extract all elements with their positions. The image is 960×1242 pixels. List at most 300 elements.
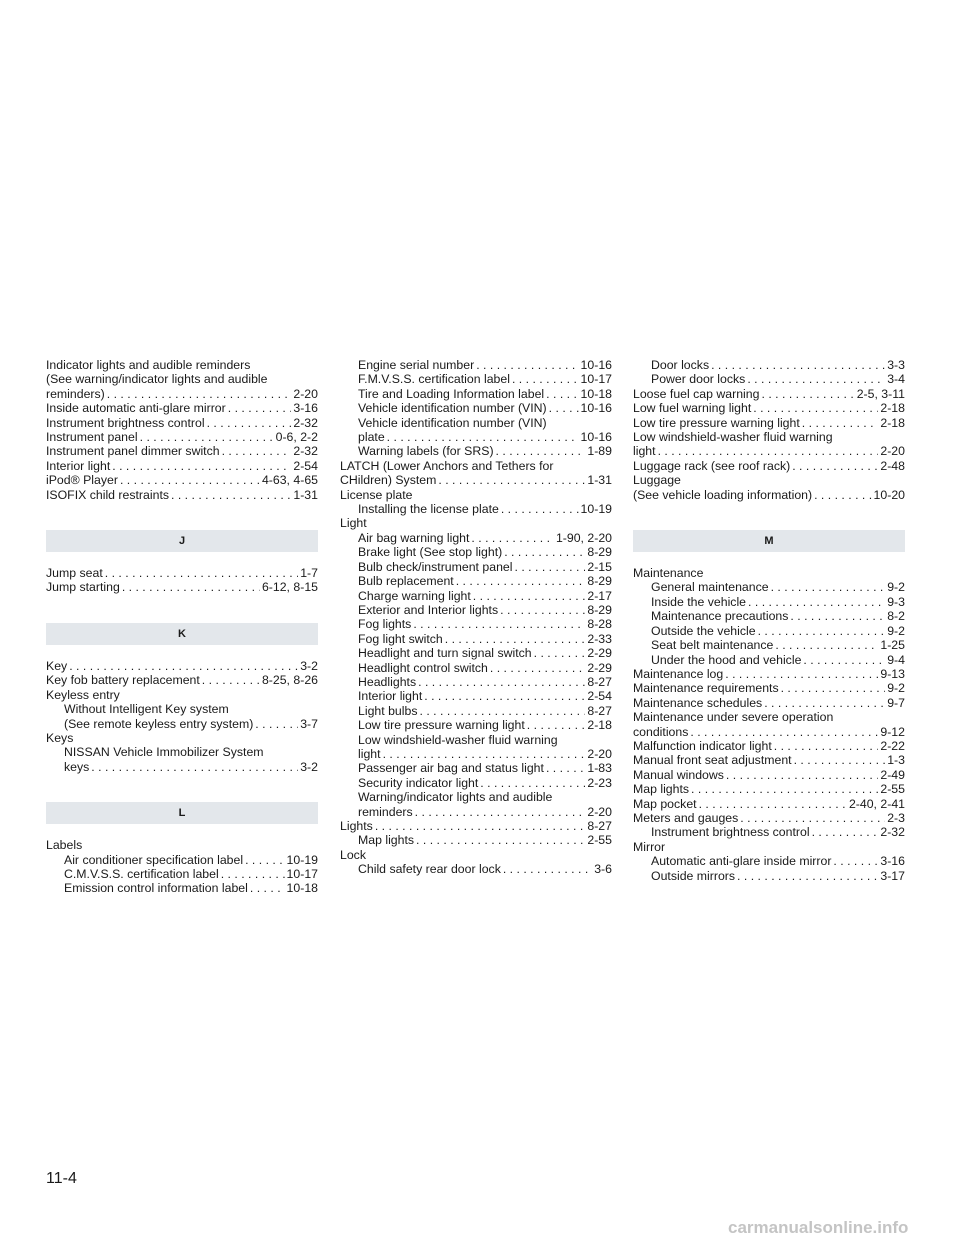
index-entry: [340, 704, 612, 718]
dot-leader: [725, 667, 878, 681]
index-entry: [340, 502, 612, 516]
index-entry-line: Luggage: [633, 473, 681, 488]
index-entry-term: Bulb replacement: [358, 574, 454, 589]
index-entry-term: Outside mirrors: [651, 868, 736, 883]
index-entry-leader-line: [633, 667, 905, 681]
index-entry-term: Bulb check/instrument panel: [358, 559, 513, 574]
index-entry: [46, 702, 318, 731]
index-entry-page[interactable]: 2-55: [880, 782, 905, 797]
index-entry: [340, 372, 612, 386]
index-entry-term: Power door locks: [651, 372, 746, 387]
dot-leader: [424, 689, 585, 703]
index-entry-page[interactable]: 8-27: [587, 674, 612, 689]
dot-leader: [546, 761, 585, 775]
index-entry: [46, 459, 318, 473]
index-entry: [633, 459, 905, 473]
index-entry-leader-line: [358, 862, 612, 876]
index-entry-page[interactable]: 4-63, 4-65: [261, 473, 318, 488]
index-entry-page[interactable]: 2-33: [587, 631, 612, 646]
index-entry-leader-line: [651, 372, 905, 386]
index-entry-page[interactable]: 8-27: [587, 703, 612, 718]
index-entry: [46, 430, 318, 444]
index-entry-term: Vehicle identification number (VIN): [358, 401, 547, 416]
index-entry-page[interactable]: 2-23: [587, 775, 612, 790]
index-entry-term: Inside the vehicle: [651, 594, 747, 609]
dot-leader: [699, 797, 847, 811]
index-entry-page[interactable]: 1-89: [587, 444, 612, 459]
index-entry-page[interactable]: 10-18: [580, 386, 612, 401]
index-entry-line: LATCH (Lower Anchors and Tethers for: [340, 458, 554, 473]
index-entry: [633, 653, 905, 667]
section-heading-k: K: [46, 623, 318, 645]
index-entry-page[interactable]: 3-4: [887, 372, 905, 387]
index-entry: [633, 372, 905, 386]
index-entry: [340, 689, 612, 703]
index-entry-page[interactable]: 8-2: [887, 609, 905, 624]
index-entry-page[interactable]: 1-83: [587, 761, 612, 776]
index-entry-term: reminders: [358, 804, 413, 819]
index-entry-leader-line: [358, 603, 612, 617]
index-entry-page[interactable]: 3-17: [880, 868, 905, 883]
index-entry: [46, 566, 318, 580]
index-entry-page[interactable]: 2-20: [587, 746, 612, 761]
dot-leader: [490, 661, 586, 675]
index-entry-page[interactable]: 10-16: [580, 401, 612, 416]
index-entry: [633, 739, 905, 753]
dot-leader: [228, 401, 292, 415]
index-entry-term: (See remote keyless entry system): [64, 716, 254, 731]
index-entry: [340, 833, 612, 847]
index-entry-leader-line: [633, 401, 905, 415]
index-entry-page[interactable]: 3-7: [300, 716, 318, 731]
index-entry-line: Mirror: [633, 839, 666, 854]
index-entry-term: Maintenance log: [633, 666, 724, 681]
dot-leader: [375, 819, 586, 833]
index-entry-line: Maintenance: [633, 566, 704, 581]
index-entry-term: Exterior and Interior lights: [358, 602, 499, 617]
index-entry-leader-line: [64, 881, 318, 895]
index-entry: [46, 688, 318, 702]
dot-leader: [812, 825, 879, 839]
index-entry-line: Indicator lights and audible reminders: [46, 358, 251, 372]
index-entry-page[interactable]: 2-15: [587, 559, 612, 574]
index-entry-leader-line: [64, 717, 318, 731]
dot-leader: [418, 675, 585, 689]
index-entry-leader-line: [651, 609, 905, 623]
dot-leader: [747, 372, 885, 386]
index-entry-leader-line: [64, 760, 318, 774]
index-column-2: [340, 358, 612, 877]
index-entry-term: Instrument panel: [46, 430, 138, 445]
index-entry-term: Fog lights: [358, 617, 412, 632]
index-entry-term: Light bulbs: [358, 703, 418, 718]
index-entry-leader-line: [633, 459, 905, 473]
index-entry-leader-line: [651, 358, 905, 372]
index-entry-leader-line: [46, 566, 318, 580]
index-entry-page[interactable]: 9-2: [887, 681, 905, 696]
dot-leader: [105, 566, 298, 580]
index-entry-leader-line: [633, 782, 905, 796]
index-entry-leader-line: [358, 805, 612, 819]
index-entry-page[interactable]: 2-40, 2-41: [848, 796, 905, 811]
index-entry-leader-line: [633, 739, 905, 753]
dot-leader: [794, 753, 886, 767]
index-entry: [340, 416, 612, 445]
index-entry-page[interactable]: 2-32: [293, 415, 318, 430]
index-entry-page[interactable]: 9-3: [887, 594, 905, 609]
dot-leader: [512, 372, 579, 386]
index-entry-term: Tire and Loading Information label: [358, 386, 545, 401]
index-entry-term: Installing the license plate: [358, 502, 499, 517]
index-entry-term: reminders): [46, 386, 105, 401]
index-entry-line: Warning/indicator lights and audible: [358, 790, 553, 805]
index-entry-term: Passenger air bag and status light: [358, 761, 544, 776]
index-entry: [340, 589, 612, 603]
index-entry: [633, 710, 905, 739]
dot-leader: [480, 776, 585, 790]
dot-leader: [122, 580, 260, 594]
index-entry-page[interactable]: 3-3: [887, 358, 905, 372]
index-entry-page[interactable]: 1-25: [880, 638, 905, 653]
index-entry-page[interactable]: 10-16: [580, 358, 612, 372]
index-entry-line: Low windshield-washer fluid warning: [633, 430, 833, 445]
index-entry-page[interactable]: 2-18: [880, 401, 905, 416]
index-entry: [633, 667, 905, 681]
dot-leader: [833, 854, 878, 868]
index-entry: [340, 358, 612, 372]
index-entry-leader-line: [358, 761, 612, 775]
dot-leader: [690, 725, 878, 739]
index-entry-term: Maintenance requirements: [633, 681, 779, 696]
index-entry-leader-line: [358, 689, 612, 703]
index-entry-page[interactable]: 2-20: [880, 444, 905, 459]
index-entry-page[interactable]: 2-49: [880, 767, 905, 782]
index-entry-leader-line: [358, 372, 612, 386]
index-entry-page[interactable]: 2-32: [880, 825, 905, 840]
index-entry: [340, 603, 612, 617]
index-entry: [340, 387, 612, 401]
index-entry: [46, 867, 318, 881]
dot-leader: [764, 696, 885, 710]
dot-leader: [140, 430, 274, 444]
dot-leader: [761, 387, 854, 401]
index-entry-page[interactable]: 2-18: [880, 415, 905, 430]
index-entry: [633, 825, 905, 839]
dot-leader: [416, 833, 585, 847]
index-entry-leader-line: [651, 825, 905, 839]
index-entry-leader-line: [633, 797, 905, 811]
index-entry-page[interactable]: 2-29: [587, 660, 612, 675]
index-entry-leader-line: [358, 833, 612, 847]
index-entry-term: Fog light switch: [358, 631, 443, 646]
index-entry-page[interactable]: 9-7: [887, 695, 905, 710]
index-entry-page[interactable]: 2-55: [587, 833, 612, 848]
index-entry-leader-line: [651, 869, 905, 883]
index-entry: [46, 358, 318, 401]
index-entry-term: light: [633, 444, 656, 459]
dot-leader: [91, 760, 298, 774]
index-entry-page[interactable]: 0-6, 2-2: [275, 430, 318, 445]
index-entry-page[interactable]: 3-2: [300, 658, 318, 673]
index-entry-page[interactable]: 10-19: [286, 852, 318, 867]
watermark: carmanualsonline.info: [728, 1218, 909, 1237]
index-entry-leader-line: [358, 661, 612, 675]
index-entry-leader-line: [358, 387, 612, 401]
index-entry-leader-line: [633, 696, 905, 710]
index-entry: [633, 416, 905, 430]
index-entry: [340, 617, 612, 631]
index-entry-term: Map lights: [633, 782, 690, 797]
index-entry-leader-line: [46, 459, 318, 473]
index-entry-line: Low windshield-washer fluid warning: [358, 732, 558, 747]
dot-leader: [112, 459, 291, 473]
index-entry-term: Warning labels (for SRS): [358, 444, 494, 459]
index-entry-term: Air conditioner specification label: [64, 852, 244, 867]
index-entry: [46, 673, 318, 687]
index-entry-leader-line: [651, 580, 905, 594]
index-entry-leader-line: [358, 646, 612, 660]
index-entry-page[interactable]: 8-29: [587, 574, 612, 589]
dot-leader: [753, 401, 878, 415]
index-entry-page[interactable]: 9-12: [880, 724, 905, 739]
index-entry-leader-line: [358, 718, 612, 732]
index-entry-page[interactable]: 1-3: [887, 753, 905, 768]
index-entry-leader-line: [651, 638, 905, 652]
index-entry-leader-line: [633, 681, 905, 695]
dot-leader: [419, 704, 585, 718]
index-entry-page[interactable]: 2-54: [587, 689, 612, 704]
index-entry-term: Inside automatic anti-glare mirror: [46, 401, 226, 416]
index-entry-leader-line: [358, 747, 612, 761]
index-entry: [340, 545, 612, 559]
index-entry-page[interactable]: 8-29: [587, 602, 612, 617]
index-column-1: [46, 358, 318, 896]
index-entry-page[interactable]: 10-17: [286, 866, 318, 881]
index-entry: [633, 358, 905, 372]
dot-leader: [387, 430, 579, 444]
index-entry-page[interactable]: 3-6: [594, 862, 612, 877]
index-entry-page[interactable]: 1-7: [300, 566, 318, 581]
index-entry: [633, 473, 905, 502]
index-entry-page[interactable]: 2-18: [587, 718, 612, 733]
index-entry-leader-line: [358, 574, 612, 588]
index-entry-page[interactable]: 6-12, 8-15: [261, 580, 318, 595]
index-entry-page[interactable]: 3-2: [300, 759, 318, 774]
index-entry-page[interactable]: 2-20: [587, 804, 612, 819]
index-entry: [340, 574, 612, 588]
index-entry-term: Interior light: [358, 689, 423, 704]
index-entry: [340, 459, 612, 488]
index-entry-page[interactable]: 10-16: [580, 430, 612, 445]
index-entry-page[interactable]: 3-16: [293, 401, 318, 416]
index-entry: [633, 696, 905, 710]
index-entry: [340, 632, 612, 646]
dot-leader: [774, 739, 879, 753]
index-entry-page[interactable]: 2-32: [293, 444, 318, 459]
index-entry-line: (See warning/indicator lights and audible: [46, 372, 268, 387]
index-entry-term: Automatic anti-glare inside mirror: [651, 854, 832, 869]
index-entry: [340, 488, 612, 502]
index-entry-page[interactable]: 2-22: [880, 738, 905, 753]
dot-leader: [527, 718, 586, 732]
index-entry-leader-line: [358, 632, 612, 646]
index-entry-term: keys: [64, 759, 90, 774]
index-entry-term: Maintenance precautions: [651, 609, 789, 624]
index-entry: [46, 745, 318, 774]
index-entry-leader-line: [64, 867, 318, 881]
index-entry-page[interactable]: 2-29: [587, 646, 612, 661]
index-entry: [340, 560, 612, 574]
index-entry: [633, 854, 905, 868]
index-entry-page[interactable]: 2-48: [880, 458, 905, 473]
index-entry-leader-line: [633, 725, 905, 739]
dot-leader: [775, 638, 878, 652]
index-entry-page[interactable]: 8-29: [587, 545, 612, 560]
index-entry-term: Emission control information label: [64, 881, 248, 896]
index-entry-term: Headlights: [358, 674, 417, 689]
index-entry-term: Manual windows: [633, 767, 724, 782]
dot-leader: [221, 867, 285, 881]
index-entry-page[interactable]: 2-20: [293, 386, 318, 401]
index-entry-page[interactable]: 9-2: [887, 623, 905, 638]
index-entry: [46, 731, 318, 745]
index-entry-page[interactable]: 1-31: [587, 473, 612, 488]
index-entry-line: Keys: [46, 730, 74, 745]
index-entry-leader-line: [633, 768, 905, 782]
index-entry-page[interactable]: 9-2: [887, 580, 905, 595]
dot-leader: [250, 881, 285, 895]
index-entry: [633, 782, 905, 796]
index-entry: [46, 416, 318, 430]
index-entry-term: Meters and gauges: [633, 810, 739, 825]
index-entry-term: C.M.V.S.S. certification label: [64, 866, 219, 881]
index-entry-term: Instrument panel dimmer switch: [46, 444, 220, 459]
index-entry-leader-line: [358, 675, 612, 689]
index-entry-page[interactable]: 1-90, 2-20: [555, 530, 612, 545]
index-entry: [633, 566, 905, 580]
index-entry-leader-line: [358, 704, 612, 718]
index-entry: [633, 401, 905, 415]
index-entry-page[interactable]: 2-5, 3-11: [856, 386, 905, 401]
index-entry-page[interactable]: 8-25, 8-26: [261, 673, 318, 688]
index-entry-line: Light: [340, 516, 367, 531]
index-entry: [46, 473, 318, 487]
index-entry-term: Jump starting: [46, 580, 120, 595]
page-number: 11-4: [46, 1170, 77, 1187]
index-entry-term: Key: [46, 658, 68, 673]
index-entry-term: Instrument brightness control: [651, 825, 810, 840]
index-column-3: [633, 358, 905, 883]
index-entry-leader-line: [46, 473, 318, 487]
index-entry: [340, 776, 612, 790]
dot-leader: [501, 502, 579, 516]
index-entry: [340, 848, 612, 862]
section-heading-l: L: [46, 802, 318, 824]
index-entry: [633, 430, 905, 459]
index-entry-page[interactable]: 2-17: [587, 588, 612, 603]
section-heading-m: M: [633, 530, 905, 552]
index-entry-leader-line: [633, 387, 905, 401]
index-entry: [633, 638, 905, 652]
dot-leader: [245, 853, 284, 867]
index-entry-page[interactable]: 8-28: [587, 617, 612, 632]
dot-leader: [711, 358, 885, 372]
index-entry: [633, 624, 905, 638]
dot-leader: [504, 545, 585, 559]
index-entry-leader-line: [340, 819, 612, 833]
index-entry-leader-line: [358, 776, 612, 790]
index-entry-leader-line: [358, 502, 612, 516]
dot-leader: [503, 862, 592, 876]
index-entry-leader-line: [651, 624, 905, 638]
dot-leader: [473, 589, 586, 603]
index-entry: [340, 819, 612, 833]
index-entry: [46, 580, 318, 594]
index-entry-page[interactable]: 9-13: [880, 666, 905, 681]
index-entry-leader-line: [64, 853, 318, 867]
index-entry-line: Lock: [340, 847, 366, 862]
index-entry-page[interactable]: 10-17: [580, 372, 612, 387]
index-entry-leader-line: [651, 595, 905, 609]
index-entry-term: Jump seat: [46, 566, 103, 581]
index-entry-leader-line: [358, 531, 612, 545]
index-entry-page[interactable]: 10-19: [580, 502, 612, 517]
index-entry-page[interactable]: 2-54: [293, 458, 318, 473]
index-entry-leader-line: [358, 589, 612, 603]
index-entry-leader-line: [633, 753, 905, 767]
index-entry: [633, 609, 905, 623]
index-entry: [633, 797, 905, 811]
index-entry: [633, 387, 905, 401]
index-entry-term: Lights: [340, 819, 373, 833]
index-entry-page[interactable]: 10-18: [286, 881, 318, 896]
index-entry-term: Malfunction indicator light: [633, 738, 772, 753]
index-entry-leader-line: [358, 444, 612, 458]
dot-leader: [202, 673, 260, 687]
index-entry-line: License plate: [340, 487, 413, 502]
index-entry-page[interactable]: 2-3: [887, 810, 905, 825]
index-entry-term: Low fuel warning light: [633, 401, 752, 416]
dot-leader: [691, 782, 878, 796]
dot-leader: [120, 473, 260, 487]
index-entry-leader-line: [340, 473, 612, 487]
index-entry: [340, 718, 612, 732]
index-entry-leader-line: [633, 488, 905, 502]
dot-leader: [549, 401, 579, 415]
dot-leader: [748, 595, 885, 609]
dot-leader: [500, 603, 585, 617]
index-entry: [340, 761, 612, 775]
index-entry-page[interactable]: 10-20: [873, 487, 905, 502]
dot-leader: [814, 488, 871, 502]
section-heading-j: J: [46, 530, 318, 552]
index-entry-page[interactable]: 8-27: [587, 819, 612, 833]
index-entry: [46, 853, 318, 867]
index-entry-leader-line: [46, 488, 318, 502]
index-entry-leader-line: [358, 617, 612, 631]
dot-leader: [802, 416, 879, 430]
index-entry-page[interactable]: 3-16: [880, 854, 905, 869]
index-entry-term: CHildren) System: [340, 473, 437, 488]
index-entry: [340, 790, 612, 819]
dot-leader: [456, 574, 586, 588]
index-entry: [340, 516, 612, 530]
index-entry: [340, 401, 612, 415]
index-entry-page[interactable]: 1-31: [293, 487, 318, 502]
index-entry-term: Headlight control switch: [358, 660, 488, 675]
index-entry-leader-line: [46, 580, 318, 594]
index-entry-page[interactable]: 9-4: [887, 652, 905, 667]
